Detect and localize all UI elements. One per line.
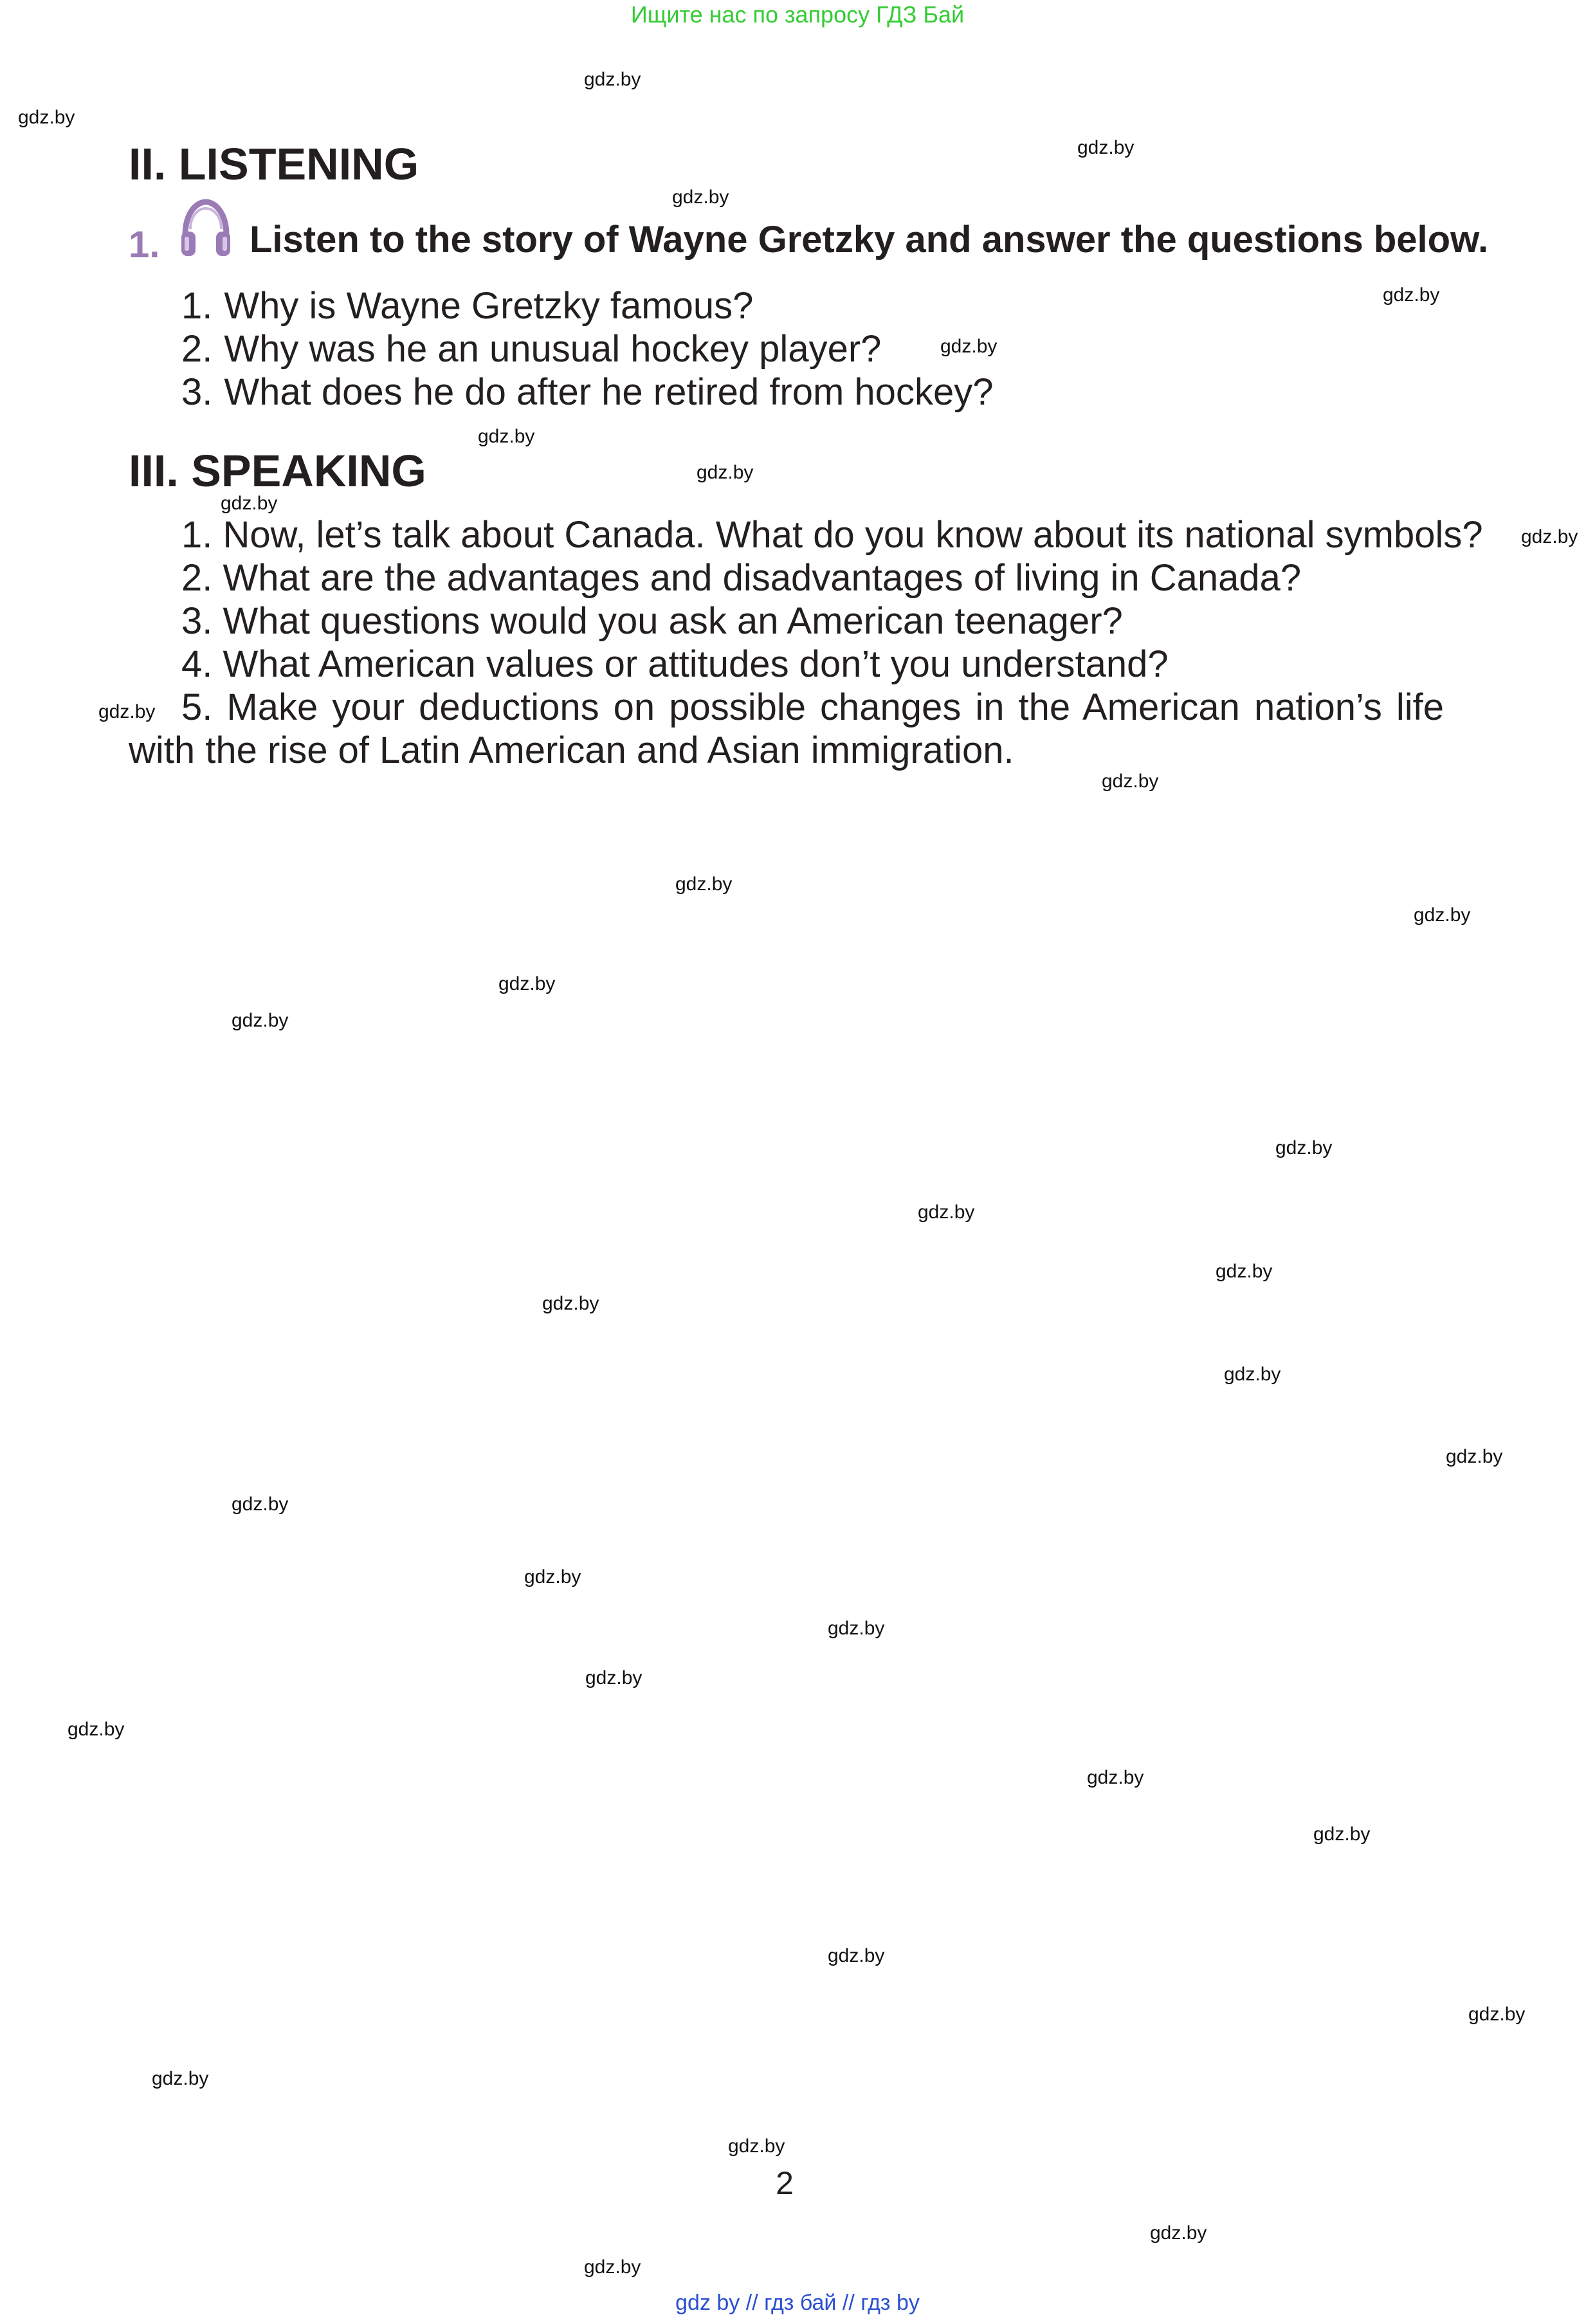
list-item: 1. Now, let’s talk about Canada. What do you know about its national symbols?: [181, 514, 1483, 556]
watermark: gdz.by: [498, 973, 556, 994]
list-item-continuation: with the rise of Latin American and Asian immigration.: [129, 729, 1014, 771]
watermark: gdz.by: [1313, 1824, 1371, 1845]
listening-questions: [181, 284, 993, 414]
list-item: 2. What are the advantages and disadvantages of living in Canada?: [181, 557, 1302, 599]
listening-section-title: II. LISTENING: [129, 139, 419, 189]
watermark: gdz.by: [585, 1667, 643, 1688]
list-item: 4. What American values or attitudes don’t you understand?: [181, 643, 1169, 685]
watermark: gdz.by: [828, 1945, 885, 1966]
watermark: gdz.by: [542, 1293, 599, 1314]
watermark: gdz.by: [672, 187, 729, 208]
watermark: gdz.by: [232, 1494, 289, 1515]
watermark: gdz.by: [1383, 284, 1440, 306]
list-item: 3. What questions would you ask an American teenager?: [181, 600, 1123, 642]
watermark: gdz.by: [1087, 1767, 1144, 1788]
exercise-instruction: Listen to the story of Wayne Gretzky and answer the questions below.: [250, 219, 1489, 261]
list-item: 2. Why was he an unusual hockey player?: [181, 328, 882, 370]
watermark: gdz.by: [1521, 526, 1578, 547]
watermark: gdz.by: [675, 874, 733, 895]
watermark: gdz.by: [1468, 2004, 1526, 2025]
watermark: gdz.by: [918, 1202, 975, 1223]
watermark: gdz.by: [68, 1719, 125, 1740]
watermark: gdz.by: [1275, 1137, 1333, 1158]
list-item: 3. What does he do after he retired from hockey?: [181, 371, 994, 413]
watermark: gdz.by: [98, 701, 156, 722]
watermark: gdz.by: [584, 2256, 641, 2278]
list-item: 1. Why is Wayne Gretzky famous?: [181, 285, 754, 327]
speaking-questions: [129, 513, 1483, 772]
exercise-number: 1.: [129, 224, 160, 266]
watermark: gdz.by: [1102, 771, 1159, 792]
listening-exercise: [129, 193, 1489, 266]
watermark: gdz.by: [1414, 904, 1471, 926]
watermark: gdz.by: [152, 2068, 209, 2089]
watermark: gdz.by: [828, 1618, 885, 1639]
speaking-section-title: III. SPEAKING: [129, 446, 426, 496]
headphones-icon: [179, 198, 233, 260]
watermark: gdz.by: [1077, 137, 1135, 158]
watermark: gdz.by: [728, 2136, 785, 2157]
watermark: gdz.by: [1150, 2222, 1207, 2244]
watermark: gdz.by: [478, 426, 535, 447]
list-item: 5. Make your deductions on possible changes in the American nation’s life: [181, 686, 1444, 728]
footer-links[interactable]: gdz by // гдз бай // гдз by: [675, 2291, 920, 2315]
watermark: gdz.by: [584, 69, 641, 90]
watermark: gdz.by: [1224, 1364, 1281, 1385]
watermark: gdz.by: [524, 1566, 581, 1587]
watermark: gdz.by: [697, 462, 754, 483]
watermark: gdz.by: [232, 1010, 289, 1031]
watermark: gdz.by: [940, 336, 998, 357]
watermark: gdz.by: [18, 107, 75, 128]
page-number: 2: [776, 2165, 794, 2201]
watermark: gdz.by: [221, 493, 278, 514]
top-banner[interactable]: Ищите нас по запросу ГДЗ Бай: [630, 1, 965, 28]
watermark: gdz.by: [1446, 1446, 1503, 1467]
watermark: gdz.by: [1216, 1261, 1273, 1282]
